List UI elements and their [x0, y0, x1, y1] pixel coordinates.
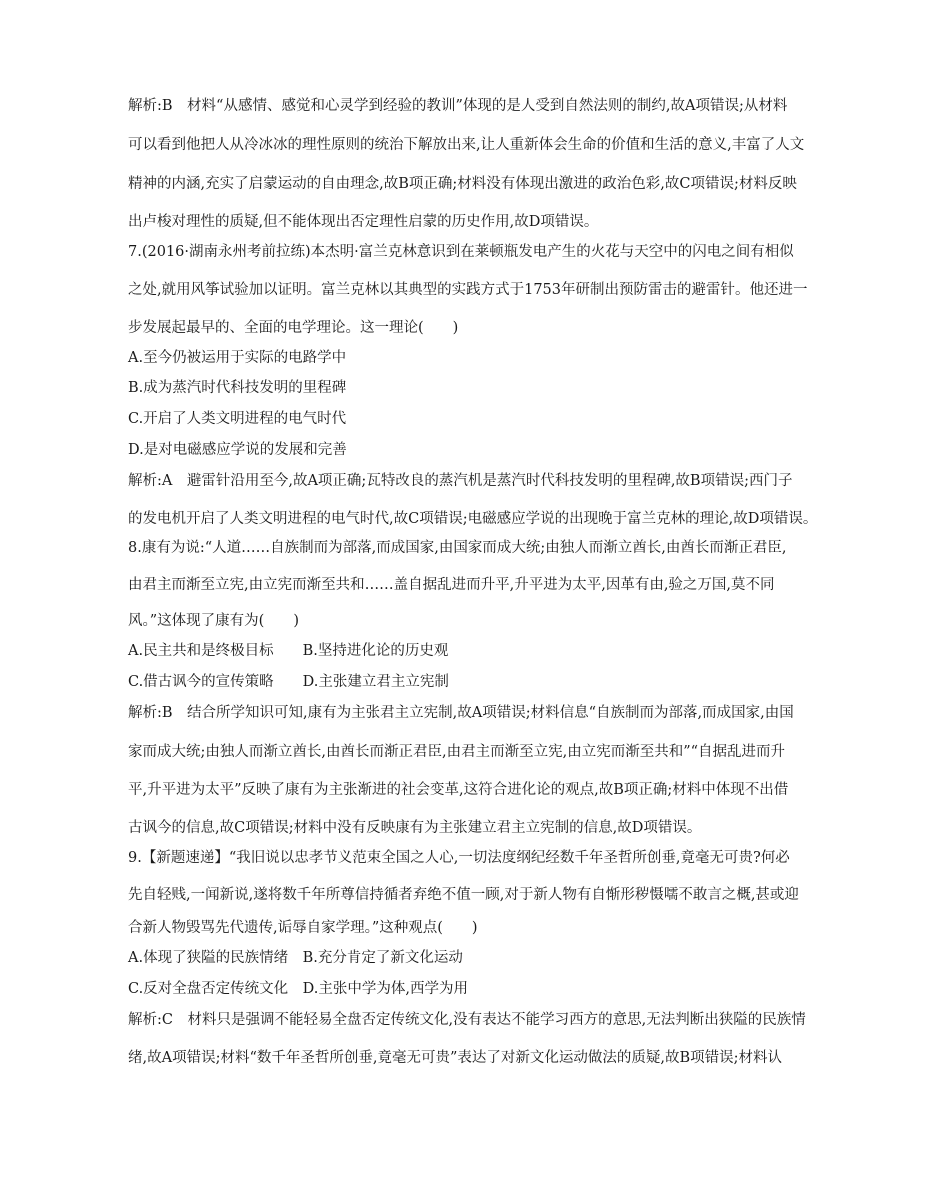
answer-8-line-2: 家而成大统;由独人而渐立酋长,由酋长而渐正君臣,由君主而渐至立宪,由立宪而渐至共和”“自据乱进而升 [128, 744, 786, 760]
answer-6-line-2: 可以看到他把人从冷冰冰的理性原则的统治下解放出来,让人重新体会生命的价值和生活的意义,丰富了人文 [128, 137, 805, 153]
answer-9-line-1: 解析:C 材料只是强调不能轻易全盘否定传统文化,没有表达不能学习西方的意思,无法判断出狭隘的民族情 [128, 1012, 806, 1028]
question-7-line-3: 步发展起最早的、全面的电学理论。这一理论( ) [128, 320, 459, 336]
question-8-line-2: 由君主而渐至立宪,由立宪而渐至共和……盖自据乱进而升平,升平进为太平,因革有由,验之万国,莫不同 [128, 577, 775, 593]
answer-6-line-1: 解析:B 材料“从感情、感觉和心灵学到经验的教训”体现的是人受到自然法则的制约,故A项错误;从材料 [128, 98, 788, 114]
question-9-line-2: 先自轻贱,一闻新说,遂将数千年所尊信持循者弃绝不值一顾,对于新人物有自惭形秽慑嚅不敢言之概,甚或迎 [128, 887, 799, 903]
question-8-options-ab: A.民主共和是终极目标 B.坚持进化论的历史观 [128, 643, 449, 659]
question-8-options-cd: C.借古讽今的宣传策略 D.主张建立君主立宪制 [128, 674, 449, 690]
answer-8-line-3: 平,升平进为太平”反映了康有为主张渐进的社会变革,这符合进化论的观点,故B项正确;材料中体现不出借 [128, 782, 789, 798]
answer-6-line-3: 精神的内涵,充实了启蒙运动的自由理念,故B项正确;材料没有体现出激进的政治色彩,故C项错误;材料反映 [128, 176, 797, 192]
question-9-line-3: 合新人物毁骂先代遗传,诟辱自家学理。”这种观点( ) [128, 920, 478, 936]
answer-8-line-4: 古讽今的信息,故C项错误;材料中没有反映康有为主张建立君主立宪制的信息,故D项错误。 [128, 820, 702, 836]
answer-7-line-2: 的发电机开启了人类文明进程的电气时代,故C项错误;电磁感应学说的出现晚于富兰克林的理论,故D项错误。 [128, 511, 818, 527]
answer-9-line-2: 绪,故A项错误;材料“数千年圣哲所创垂,竟毫无可贵”表达了对新文化运动做法的质疑,故B项错误;材料认 [128, 1050, 783, 1066]
question-7-option-c: C.开启了人类文明进程的电气时代 [128, 411, 347, 427]
answer-8-line-1: 解析:B 结合所学知识可知,康有为主张君主立宪制,故A项错误;材料信息“自族制而为部落,而成国家,由国 [128, 705, 794, 721]
question-7-option-b: B.成为蒸汽时代科技发明的里程碑 [128, 380, 347, 396]
question-8-line-1: 8.康有为说:“人道……自族制而为部落,而成国家,由国家而成大统;由独人而渐立酋长,由酋长而渐正君臣, [128, 540, 787, 556]
question-7-option-a: A.至今仍被运用于实际的电路学中 [128, 350, 347, 366]
question-7-option-d: D.是对电磁感应学说的发展和完善 [128, 442, 347, 458]
question-7-line-1: 7.(2016·湖南永州考前拉练)本杰明·富兰克林意识到在莱顿瓶发电产生的火花与天空中的闪电之间有相似 [128, 244, 794, 260]
question-9-line-1: 9.【新题速递】“我旧说以忠孝节义范束全国之人心,一切法度纲纪经数千年圣哲所创垂,竟毫无可贵?何必 [128, 850, 790, 866]
question-9-options-cd: C.反对全盘否定传统文化 D.主张中学为体,西学为用 [128, 981, 469, 997]
question-8-line-3: 风。”这体现了康有为( ) [128, 613, 299, 629]
answer-7-line-1: 解析:A 避雷针沿用至今,故A项正确;瓦特改良的蒸汽机是蒸汽时代科技发明的里程碑,故B项错误;西门子 [128, 473, 793, 489]
question-9-options-ab: A.体现了狭隘的民族情绪 B.充分肯定了新文化运动 [128, 950, 463, 966]
question-7-line-2: 之处,就用风筝试验加以证明。富兰克林以其典型的实践方式于1753年研制出预防雷击的避雷针。他还进一 [128, 282, 808, 298]
answer-6-line-4: 出卢梭对理性的质疑,但不能体现出否定理性启蒙的历史作用,故D项错误。 [128, 214, 599, 230]
